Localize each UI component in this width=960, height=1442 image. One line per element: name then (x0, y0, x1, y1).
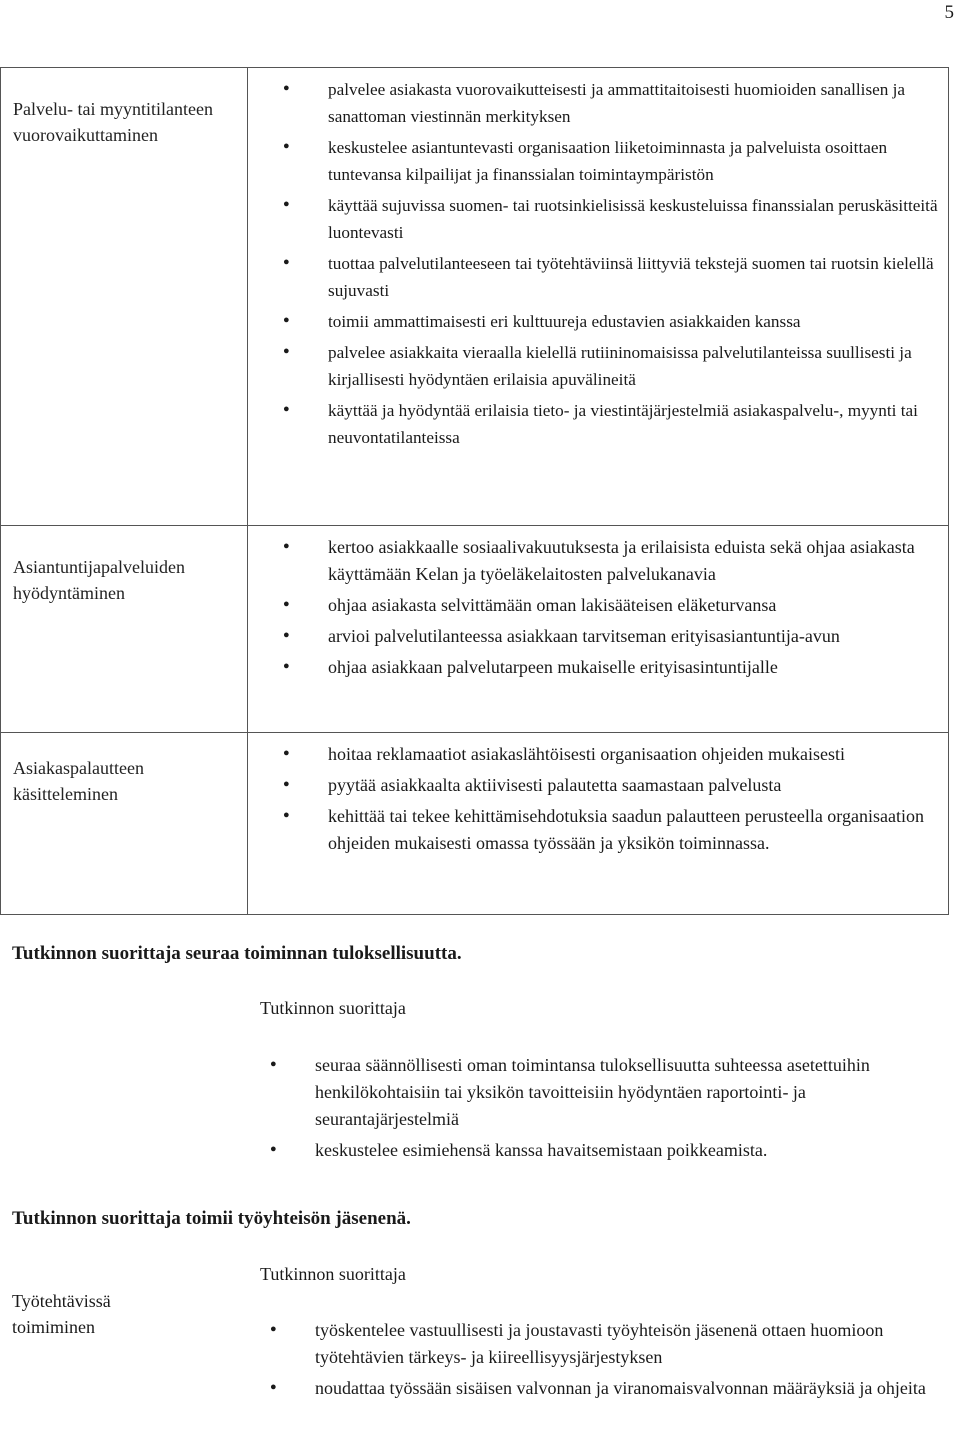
list-item: ● toimii ammattimaisesti eri kulttuureja edustavien asiakkaiden kanssa (262, 308, 938, 335)
list-item: ● ohjaa asiakkaan palvelutarpeen mukaiselle erityisasintuntijalle (262, 654, 938, 681)
list-item: ● arvioi palvelutilanteessa asiakkaan tarvitseman erityisasiantuntija-avun (262, 623, 938, 650)
row-label-text: Palvelu- tai myyntitilanteen vuorovaikuttaminen (13, 99, 213, 145)
list-item: ● seuraa säännöllisesti oman toimintansa tuloksellisuutta suhteessa asetettuihin henkilökohtaisiin tai yksikön tavoitteisiin hyödyntäen raportointi- ja seurantajärjestelmiä (249, 1052, 945, 1133)
section-heading: Tutkinnon suorittaja seuraa toiminnan tuloksellisuutta. (12, 943, 462, 964)
row-label-text: Asiantuntijapalveluiden hyödyntäminen (13, 557, 185, 603)
list-item: ● hoitaa reklamaatiot asiakaslähtöisesti organisaation ohjeiden mukaisesti (262, 741, 938, 768)
list-item: ● keskustelee esimiehensä kanssa havaitsemistaan poikkeamista. (249, 1137, 945, 1164)
list-item: ● keskustelee asiantuntevasti organisaation liiketoiminnasta ja palveluista osoittaen tuntevansa kilpailijat ja finanssialan toimintaympäristön (262, 134, 938, 188)
criteria-list (249, 1317, 945, 1402)
section-subheading: Tutkinnon suorittaja (260, 998, 406, 1018)
section-subheading: Tutkinnon suorittaja (260, 1264, 406, 1284)
list-item: ● ohjaa asiakasta selvittämään oman lakisääteisen eläketurvansa (262, 592, 938, 619)
criteria-list (262, 76, 938, 451)
list-item: ● tuottaa palvelutilanteeseen tai työtehtäviinsä liittyviä tekstejä suomen tai ruotsin kielellä sujuvasti (262, 250, 938, 304)
criteria-list (262, 534, 938, 681)
list-item: ● työskentelee vastuullisesti ja joustavasti työyhteisön jäsenenä ottaen huomioon työtehtävien tärkeys- ja kiireellisyysjärjestyksen (249, 1317, 945, 1371)
list-item: ● noudattaa työssään sisäisen valvonnan ja viranomaisvalvonnan määräyksiä ja ohjeita (249, 1375, 945, 1402)
criteria-list (262, 741, 938, 857)
row-label-text: Asiakaspalautteen käsitteleminen (13, 758, 144, 804)
section2-content (263, 1052, 945, 1168)
row-label-asiantuntijapalvelut (0, 525, 248, 732)
list-item: ● palvelee asiakkaita vieraalla kielellä rutiininomaisissa palvelutilanteissa suullisesti ja kirjallisesti hyödyntäen erilaisia apuvälineitä (262, 339, 938, 393)
row-label-vuorovaikuttaminen (0, 67, 248, 525)
list-item: ● pyytää asiakkaalta aktiivisesti palautetta saamastaan palvelusta (262, 772, 938, 799)
list-item: ● käyttää sujuvissa suomen- tai ruotsinkielisissä keskusteluissa finanssialan peruskäsitteitä luontevasti (262, 192, 938, 246)
row-content-asiantuntijapalvelut (248, 525, 949, 732)
page-number: 5 (944, 2, 954, 23)
list-item: ● käyttää ja hyödyntää erilaisia tieto- ja viestintäjärjestelmiä asiakaspalvelu-, myynti tai neuvontatilanteissa (262, 397, 938, 451)
list-item: ● palvelee asiakasta vuorovaikutteisesti ja ammattitaitoisesti huomioiden sanallisen ja sanattoman viestinnän merkityksen (262, 76, 938, 130)
row-content-vuorovaikuttaminen (248, 67, 949, 525)
section3-content (263, 1317, 945, 1406)
section-heading: Tutkinnon suorittaja toimii työyhteisön jäsenenä. (12, 1208, 411, 1229)
row-label-asiakaspalaute (0, 732, 248, 915)
criteria-list (249, 1052, 945, 1164)
criteria-table (0, 67, 949, 915)
list-item: ● kertoo asiakkaalle sosiaalivakuutuksesta ja erilaisista eduista sekä ohjaa asiakasta käyttämään Kelan ja työeläkelaitosten palvelukanavia (262, 534, 938, 588)
row-label-tyotehtavat: Työtehtävissä toimiminen (12, 1291, 111, 1337)
list-item: ● kehittää tai tekee kehittämisehdotuksia saadun palautteen perusteella organisaation ohjeiden mukaisesti omassa työssään ja yksikön toiminnassa. (262, 803, 938, 857)
row-content-asiakaspalaute (248, 732, 949, 915)
